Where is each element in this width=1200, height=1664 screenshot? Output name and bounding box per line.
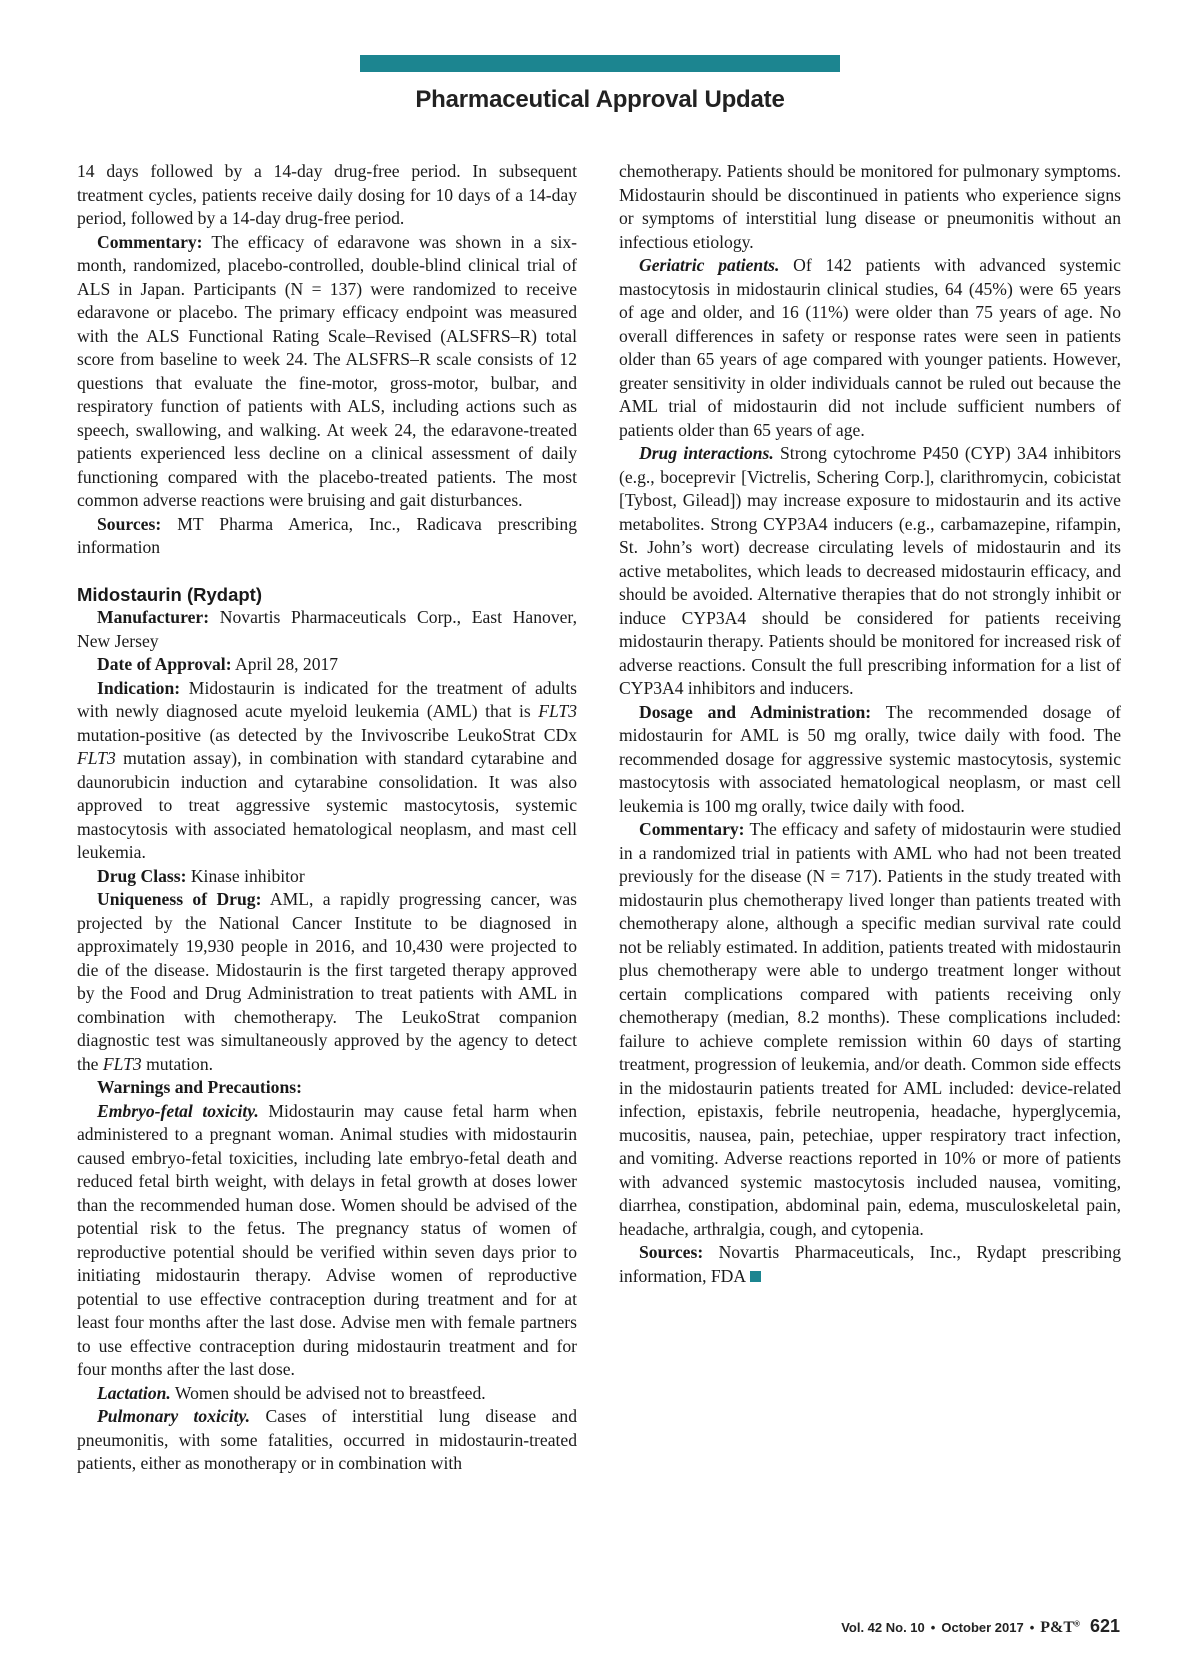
commentary-text: The efficacy of edaravone was shown in a six-month, randomized, placebo-controlled, double-blind clinical trial of ALS in Japan. Participants (N = 137) were randomized to receive edaravone or placebo. The primary efficacy endpoint was measured with the ALS Functional Rating Scale–Revised (ALSFRS–R) total score from baseline to week 24. The ALSFRS–R scale consists of 12 questions that evaluate the fine-motor, gross-motor, bulbar, and respiratory function of patients with ALS, including actions such as speech, swallowing, and walking. At week 24, the edaravone-treated patients experienced less decline on a clinical assessment of daily functioning compared with the placebo-treated patients. The most common adverse reactions were bruising and gait disturbances. (77, 231, 577, 510)
sources-text: MT Pharma America, Inc., Radicava prescribing information (77, 513, 577, 557)
continued-paragraph: 14 days followed by a 14-day drug-free period. In subsequent treatment cycles, patients receive daily dosing for 10 days of a 14-day period, followed by a 14-day drug-free period. (77, 161, 577, 228)
commentary-label: Commentary: (639, 819, 745, 839)
manufacturer-label: Manufacturer: (97, 607, 210, 627)
interactions-paragraph (619, 442, 1121, 701)
warnings-heading: Warnings and Precautions: (97, 1077, 302, 1097)
lactation-text: Women should be advised not to breastfeed. (170, 1382, 486, 1403)
pulmonary-label: Pulmonary toxicity. (97, 1406, 251, 1426)
geriatric-paragraph (619, 254, 1121, 442)
interactions-text: Strong cytochrome P450 (CYP) 3A4 inhibitors (e.g., boceprevir [Victrelis, Schering Corp.], clarithromycin, cobicistat [Tybost, Gilead]) may increase exposure to midostaurin and its active metabolites. Strong CYP3A4 inducers (e.g., carbamazepine, rifampin, St. John’s wort) decrease circulating levels of midostaurin and its active metabolites, which leads to decreased midostaurin efficacy, and should be avoided. Alternative therapies that do not strongly inhibit or induce CYP3A4 should be considered for patients receiving midostaurin therapy. Patients should be monitored for increased risk of adverse reactions. Consult the full prescribing information for a list of CYP3A4 inhibitors and inducers. (619, 443, 1121, 698)
approval-date-text: April 28, 2017 (231, 654, 339, 674)
pulmonary-paragraph (77, 1405, 577, 1476)
embryo-fetal-paragraph (77, 1100, 577, 1382)
manufacturer-paragraph (77, 606, 577, 653)
page-number: 621 (1089, 1616, 1120, 1636)
page-footer (841, 1616, 1120, 1637)
uniqueness-paragraph (77, 888, 577, 1076)
footer-date: October 2017 (941, 1620, 1024, 1635)
journal-name: P&T (1040, 1619, 1075, 1636)
drug-class-paragraph (77, 865, 577, 889)
dosage-paragraph (619, 701, 1121, 819)
dosage-text: The recommended dosage of midostaurin for AML is 50 mg orally, twice daily with food. The recommended dosage for aggressive systemic mastocytosis, systemic mastocytosis with associated hematological neoplasm, or mast cell leukemia is 100 mg orally, twice daily with food. (619, 701, 1121, 816)
lactation-label: Lactation. (97, 1382, 171, 1403)
page-title: Pharmaceutical Approval Update (415, 86, 785, 113)
approval-date-label: Date of Approval: (97, 654, 232, 674)
footer-volume: Vol. 42 No. 10 (841, 1620, 925, 1635)
lactation-paragraph (77, 1382, 577, 1406)
commentary-text: The efficacy and safety of midostaurin were studied in a randomized trial in patients with AML who had not been treated previously for the disease (N = 717). Patients in the study treated with midostaurin plus chemotherapy lived longer than patients treated with chemotherapy alone, although a specific median survival rate could not be reliably estimated. In addition, patients treated with midostaurin plus chemotherapy were able to undergo treatment longer without certain complications compared with patients receiving only chemotherapy (median, 8.2 months). These complications included: failure to achieve complete remission within 60 days of starting treatment, progression of leukemia, and/or death. Common side effects in the midostaurin patients treated for AML included: device-related infection, epistaxis, febrile neutropenia, headache, hyperglycemia, mucositis, nausea, pain, petechiae, upper respiratory tract infection, and vomiting. Adverse reactions reported in 10% or more of patients with advanced systemic mastocytosis included nausea, vomiting, diarrhea, constipation, abdominal pain, edema, musculoskeletal pain, headache, arthralgia, cough, and cytopenia. (619, 819, 1121, 1239)
approval-date-paragraph (77, 653, 577, 677)
drug-heading: Midostaurin (Rydapt) (77, 583, 262, 605)
gene-name: FLT3 (77, 748, 116, 768)
indication-paragraph (77, 677, 577, 865)
sources-paragraph (77, 513, 577, 560)
uniqueness-text: mutation. (141, 1053, 214, 1074)
indication-text: Midostaurin is indicated for the treatment of adults with newly diagnosed acute myeloid leukemia (AML) that is (77, 677, 577, 721)
drug-class-label: Drug Class: (97, 865, 187, 886)
indication-text: mutation-positive (as detected by the Invivoscribe LeukoStrat CDx (77, 724, 577, 745)
indication-label: Indication: (97, 677, 181, 698)
right-column (619, 160, 1121, 1288)
manufacturer-text: Novartis Pharmaceuticals Corp., East Hanover, New Jersey (77, 607, 577, 651)
sources-text: Novartis Pharmaceuticals, Inc., Rydapt prescribing information, FDA (619, 1242, 1121, 1286)
uniqueness-label: Uniqueness of Drug: (97, 889, 262, 909)
geriatric-label: Geriatric patients. (639, 255, 780, 275)
gene-name: FLT3 (538, 701, 577, 721)
end-of-article-square-icon (750, 1271, 761, 1282)
sources-label: Sources: (97, 513, 162, 534)
uniqueness-text: AML, a rapidly progressing cancer, was projected by the National Cancer Institute to be diagnosed in approximately 19,930 people in 2016, and 10,430 were projected to die of the disease. Midostaurin is the first targeted therapy approved by the Food and Drug Administration to treat patients with AML in combination with chemotherapy. The LeukoStrat companion diagnostic test was simultaneously approved by the agency to detect the (77, 889, 577, 1074)
commentary-paragraph (619, 818, 1121, 1241)
sources-label: Sources: (639, 1242, 704, 1262)
bullet-separator-icon: • (1029, 1620, 1035, 1635)
header-accent-bar (360, 55, 840, 72)
embryo-fetal-label: Embryo-fetal toxicity. (97, 1100, 259, 1121)
pulmonary-text: Cases of interstitial lung disease and pneumonitis, with some fatalities, occurred in midostaurin-treated patients, either as monotherapy or in combination with (77, 1406, 577, 1473)
continued-paragraph: chemotherapy. Patients should be monitored for pulmonary symptoms. Midostaurin should be discontinued in patients who experience signs or symptoms of interstitial lung disease or pneumonitis without an infectious etiology. (619, 161, 1121, 252)
gene-name: FLT3 (102, 1053, 142, 1074)
interactions-label: Drug interactions. (639, 443, 774, 463)
bullet-separator-icon: • (930, 1620, 936, 1635)
commentary-label: Commentary: (97, 231, 203, 252)
sources-paragraph (619, 1241, 1121, 1288)
dosage-label: Dosage and Administration: (639, 701, 872, 722)
geriatric-text: Of 142 patients with advanced systemic mastocytosis in midostaurin clinical studies, 64 (45%) were 65 years of age and older, and 16 (11%) were older than 75 years of age. No overall differences in safety or response rates were seen in patients older than 65 years of age compared with younger patients. However, greater sensitivity in older individuals cannot be ruled out because the AML trial of midostaurin did not include sufficient numbers of patients older than 65 years of age. (619, 255, 1121, 440)
embryo-fetal-text: Midostaurin may cause fetal harm when administered to a pregnant woman. Animal studies with midostaurin caused embryo-fetal toxicities, including late embryo-fetal death and reduced fetal birth weight, with delays in fetal growth at doses lower than the recommended human dose. Women should be advised of the potential risk to the fetus. The pregnancy status of women of reproductive potential should be verified within seven days prior to initiating midostaurin therapy. Advise women of reproductive potential to use effective contraception during treatment and for at least four months after the last dose. Advise men with female partners to use effective contraception during midostaurin treatment and for four months after the last dose. (77, 1100, 577, 1379)
registered-mark: ® (1074, 1619, 1080, 1629)
indication-text: mutation assay), in combination with standard cytarabine and daunorubicin induction and cytarabine consolidation. It was also approved to treat aggressive systemic mastocytosis, systemic mastocytosis with associated hematological neoplasm, and mast cell leukemia. (77, 748, 577, 862)
left-column (77, 160, 577, 1476)
drug-class-text: Kinase inhibitor (186, 865, 305, 886)
commentary-paragraph (77, 231, 577, 513)
